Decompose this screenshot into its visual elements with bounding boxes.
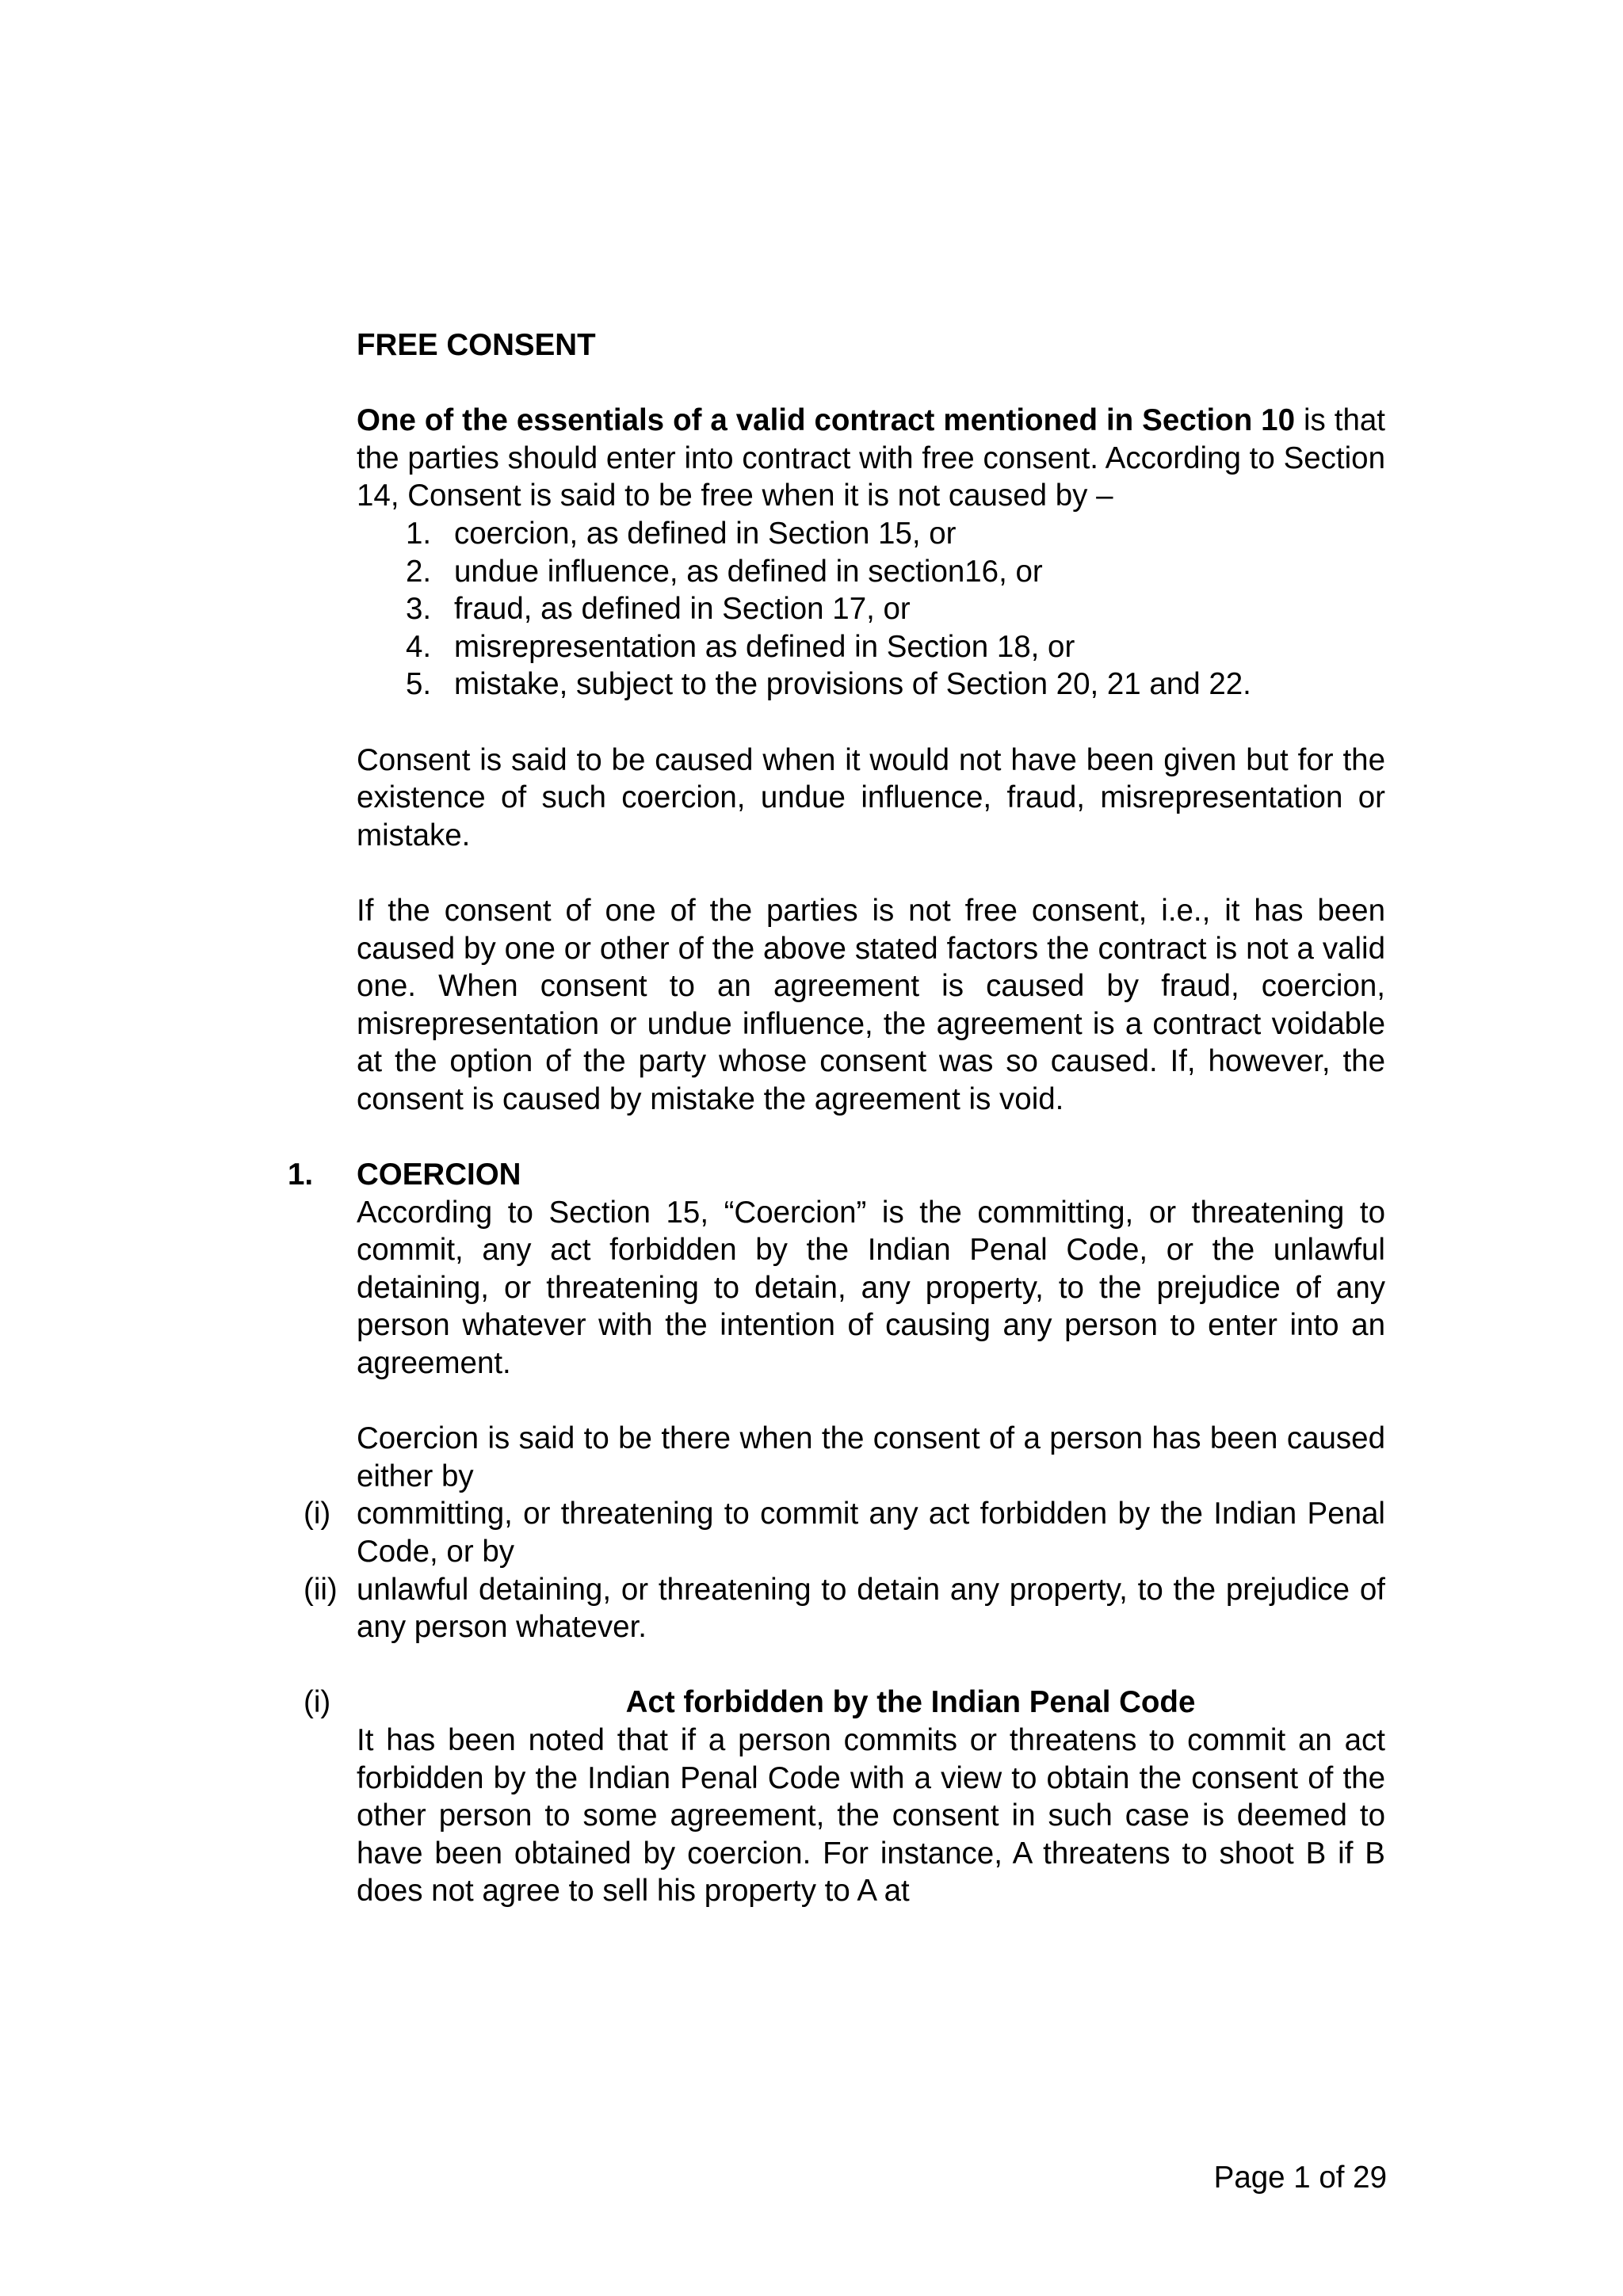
list-item <box>357 590 1385 628</box>
subsection-body: It has been noted that if a person commits or threatens to commit an act forbidden by the Indian Penal Code with a view to obtain the consent of the other person to some agreement, the consent in such case is deemed to have been obtained by coercion. For instance, A threatens to shoot B if B does not agree to sell his property to A at <box>357 1722 1385 1909</box>
section-number: 1. <box>288 1158 314 1192</box>
coercion-ways-list <box>304 1495 1385 1646</box>
list-item <box>357 515 1385 553</box>
page-content <box>288 326 1385 1910</box>
list-item-number: 3. <box>406 592 432 627</box>
list-item-text: committing, or threatening to commit any act forbidden by the Indian Penal Code, or by <box>357 1497 1385 1569</box>
intro-bold-text: One of the essentials of a valid contract mentioned in Section 10 <box>357 403 1296 438</box>
intro-rest-text: is that the parties should enter into contract with free consent. According to Section 14, Consent is said to be free when it is not caused by – <box>357 403 1385 513</box>
causes-list <box>357 515 1385 704</box>
coercion-definition: According to Section 15, “Coercion” is the committing, or threatening to commit, any act forbidden by the Indian Penal Code, or the unlawful detaining, or threatening to detain, any property, to the prejudice of any person whatever with the intention of causing any person to enter into an agreement. <box>357 1195 1385 1381</box>
section-title: COERCION <box>357 1158 521 1192</box>
list-item-text: undue influence, as defined in section16, or <box>454 554 1043 589</box>
list-item <box>304 1571 1385 1646</box>
list-item-text: coercion, as defined in Section 15, or <box>454 516 957 551</box>
list-item-text: misrepresentation as defined in Section 18, or <box>454 629 1075 664</box>
list-item-text: mistake, subject to the provisions of Section 20, 21 and 22. <box>454 667 1251 702</box>
subsection-title: Act forbidden by the Indian Penal Code <box>625 1685 1196 1720</box>
list-item-number: (i) <box>304 1497 331 1531</box>
page-number-footer: Page 1 of 29 <box>1213 2161 1387 2195</box>
section-heading <box>288 1156 1385 1194</box>
list-item-text: fraud, as defined in Section 17, or <box>454 592 911 627</box>
intro-paragraph <box>357 402 1385 515</box>
list-item <box>304 1495 1385 1570</box>
list-item-number: 2. <box>406 554 432 589</box>
list-item <box>357 666 1385 704</box>
list-item-text: unlawful detaining, or threatening to detain any property, to the prejudice of any person whatever. <box>357 1572 1385 1645</box>
caused-paragraph: Consent is said to be caused when it would not have been given but for the existence of such coercion, undue influence, fraud, misrepresentation or mistake. <box>357 742 1385 852</box>
subsection-heading <box>304 1684 1385 1722</box>
list-item <box>357 628 1385 666</box>
list-item <box>357 553 1385 591</box>
list-item-number: (ii) <box>304 1572 338 1607</box>
coercion-either-intro: Coercion is said to be there when the consent of a person has been caused either by <box>357 1421 1385 1493</box>
document-title: FREE CONSENT <box>357 328 596 362</box>
list-item-number: 1. <box>406 516 432 551</box>
section-coercion <box>288 1156 1385 1910</box>
list-item-number: 5. <box>406 667 432 702</box>
not-free-paragraph: If the consent of one of the parties is not free consent, i.e., it has been caused by one or other of the above stated factors the contract is not a valid one. When consent to an agreement is caused by fraud, coercion, misrepresentation or undue influence, the agreement is a contract voidable at the option of the party whose consent was so caused. If, however, the consent is caused by mistake the agreement is void. <box>357 893 1385 1116</box>
subsection-number: (i) <box>304 1685 331 1720</box>
list-item-number: 4. <box>406 629 432 664</box>
